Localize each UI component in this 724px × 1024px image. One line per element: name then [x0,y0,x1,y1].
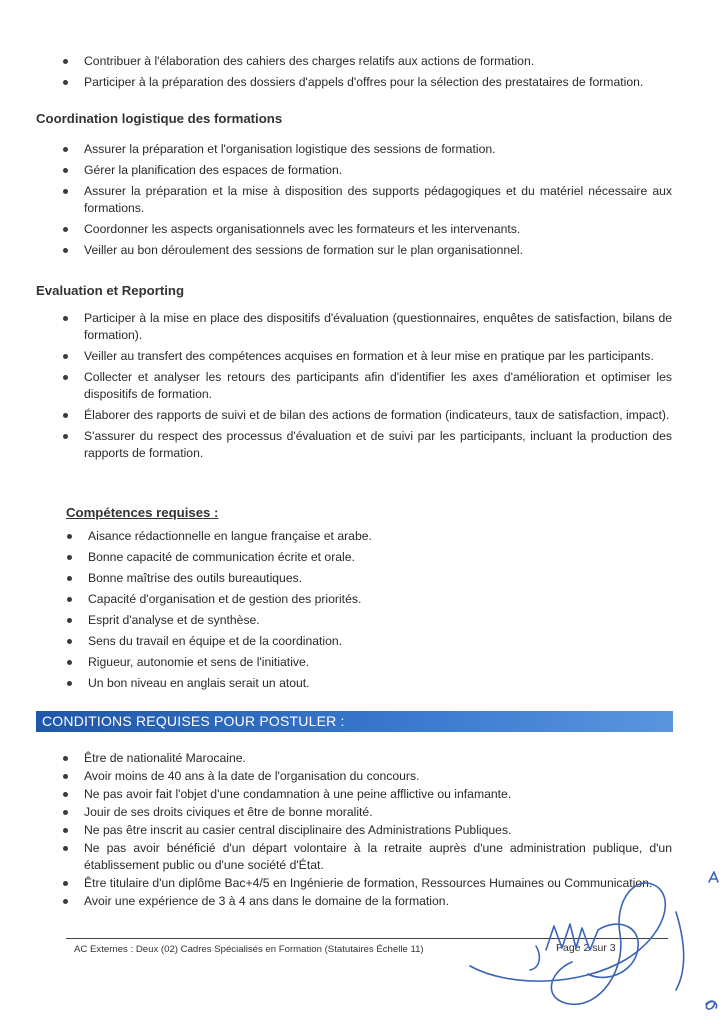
list-item: Gérer la planification des espaces de formation. [62,162,672,179]
competences-list [66,528,666,696]
conditions-banner: CONDITIONS REQUISES POUR POSTULER : [36,711,673,732]
list-item: Ne pas être inscrit au casier central disciplinaire des Administrations Publiques. [62,822,672,839]
list-item: Contribuer à l'élaboration des cahiers des charges relatifs aux actions de formation. [62,53,672,70]
list-item: S'assurer du respect des processus d'évaluation et de suivi par les participants, incluant la production des rapports de formation. [62,428,672,462]
list-item: Assurer la préparation et la mise à disposition des supports pédagogiques et du matériel nécessaire aux formations. [62,183,672,217]
footer-text: AC Externes : Deux (02) Cadres Spécialisés en Formation (Statutaires Échelle 11) [74,944,424,955]
list-item: Veiller au bon déroulement des sessions de formation sur le plan organisationnel. [62,242,672,259]
list-item: Coordonner les aspects organisationnels avec les formateurs et les intervenants. [62,221,672,238]
list-item: Assurer la préparation et l'organisation logistique des sessions de formation. [62,141,672,158]
list-item: Élaborer des rapports de suivi et de bilan des actions de formation (indicateurs, taux de satisfaction, impact). [62,407,672,424]
signature-icon [450,858,720,1018]
list-item: Jouir de ses droits civiques et être de bonne moralité. [62,804,672,821]
section-heading-competences: Compétences requises : [66,505,219,520]
list-item: Avoir une expérience de 3 à 4 ans dans le domaine de la formation. [62,893,672,910]
list-item: Ne pas avoir fait l'objet d'une condamnation à une peine afflictive ou infamante. [62,786,672,803]
list-item: Être de nationalité Marocaine. [62,750,672,767]
list-item: Être titulaire d'un diplôme Bac+4/5 en Ingénierie de formation, Ressources Humaines ou Communication. [62,875,672,892]
top-bullet-list [62,53,672,95]
list-item: Veiller au transfert des compétences acquises en formation et à leur mise en pratique par les participants. [62,348,672,365]
list-item: Ne pas avoir bénéficié d'un départ volontaire à la retraite auprès d'une administration publique, d'un établissement public ou d'une société d'État. [62,840,672,874]
section-heading-evaluation: Evaluation et Reporting [36,283,185,298]
section-heading-coordination: Coordination logistique des formations [36,111,283,126]
evaluation-list [62,310,672,466]
list-item: Capacité d'organisation et de gestion des priorités. [66,591,666,608]
list-item: Bonne maîtrise des outils bureautiques. [66,570,666,587]
list-item: Un bon niveau en anglais serait un atout. [66,675,666,692]
list-item: Esprit d'analyse et de synthèse. [66,612,666,629]
list-item: Sens du travail en équipe et de la coordination. [66,633,666,650]
list-item: Avoir moins de 40 ans à la date de l'organisation du concours. [62,768,672,785]
list-item: Collecter et analyser les retours des participants afin d'identifier les axes d'amélioration et optimiser les dispositifs de formation. [62,369,672,403]
page-number: Page 2 sur 3 [556,942,616,954]
list-item: Participer à la mise en place des dispositifs d'évaluation (questionnaires, enquêtes de satisfaction, bilans de formation). [62,310,672,344]
list-item: Rigueur, autonomie et sens de l'initiative. [66,654,666,671]
coordination-list [62,141,672,263]
list-item: Participer à la préparation des dossiers d'appels d'offres pour la sélection des prestataires de formation. [62,74,672,91]
list-item: Aisance rédactionnelle en langue française et arabe. [66,528,666,545]
list-item: Bonne capacité de communication écrite et orale. [66,549,666,566]
